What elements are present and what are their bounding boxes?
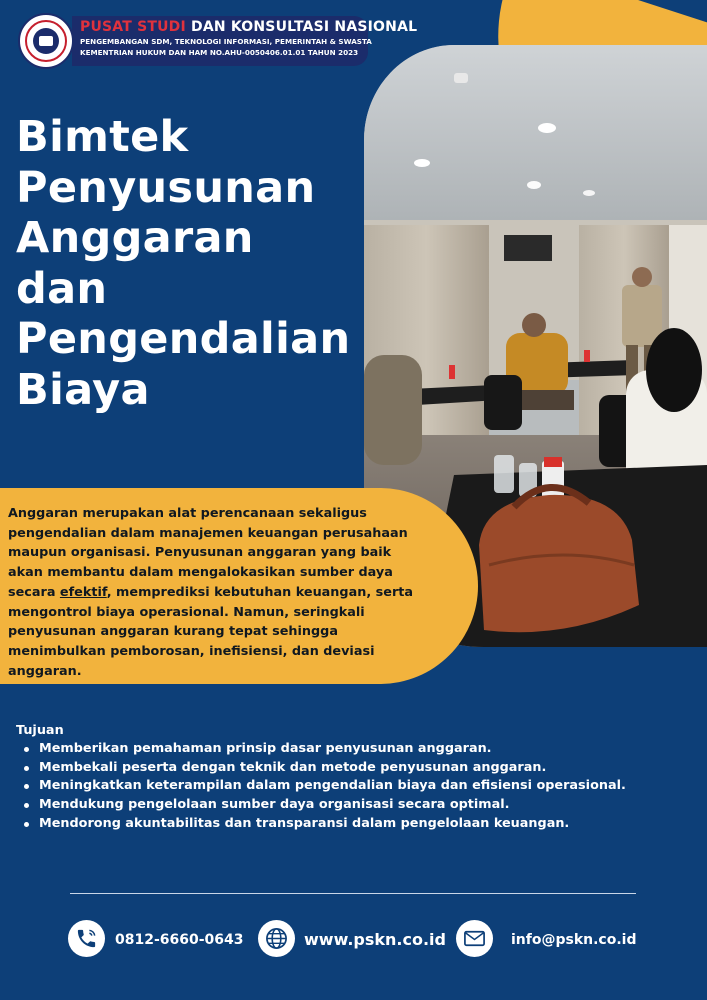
objective-item: Mendorong akuntabilitas dan transparansi dalam pengelolaan keuangan. [22, 815, 626, 834]
org-tagline: PENGEMBANGAN SDM, TEKNOLOGI INFORMASI, PEMERINTAH & SWASTA [80, 37, 372, 46]
page-title [16, 112, 366, 415]
phone-number[interactable]: 0812-6660-0643 [115, 932, 244, 948]
objective-item: Memberikan pemahaman prinsip dasar penyusunan anggaran. [22, 740, 626, 759]
description-underlined-word: efektif [59, 584, 107, 600]
title-line: Penyusunan [16, 162, 316, 213]
phone-glyph [75, 927, 98, 950]
description-part: Anggaran merupakan alat perencanaan sekaligus pengendalian dalam manajemen keuangan perusahaan maupun organisasi. Penyusunan anggaran yang baik akan membantu dalam mengalokasikan sumber daya secara [8, 506, 408, 600]
org-registration: KEMENTRIAN HUKUM DAN HAM NO.AHU-0050406.01.01 TAHUN 2023 [80, 48, 359, 57]
email-address[interactable]: info@pskn.co.id [511, 932, 637, 948]
website-link[interactable]: www.pskn.co.id [304, 930, 446, 949]
book-icon [39, 36, 53, 46]
org-name-white: DAN KONSULTASI NASIONAL [191, 19, 418, 35]
mail-icon[interactable] [456, 920, 493, 957]
divider [70, 893, 636, 894]
org-name [80, 19, 418, 35]
objectives-list [22, 740, 626, 834]
objectives-heading: Tujuan [16, 723, 64, 738]
org-banner [72, 16, 418, 66]
title-line: Biaya [16, 364, 150, 415]
org-name-red: PUSAT STUDI [80, 19, 186, 35]
org-logo [18, 13, 74, 69]
title-line: dan [16, 263, 108, 314]
globe-icon[interactable] [258, 920, 295, 957]
mail-glyph [463, 927, 486, 950]
description-text [8, 504, 428, 681]
title-line: Bimtek [16, 112, 189, 162]
objective-item: Meningkatkan keterampilan dalam pengendalian biaya dan efisiensi operasional. [22, 777, 626, 796]
objective-item: Mendukung pengelolaan sumber daya organisasi secara optimal. [22, 796, 626, 815]
description-part: , memprediksi kebutuhan keuangan, serta mengontrol biaya operasional. Namun, seringkali penyusunan anggaran kurang tepat sehingga menimbulkan pemborosan, inefisiensi, dan deviasi anggaran. [8, 584, 414, 679]
globe-glyph [265, 927, 288, 950]
phone-icon[interactable] [68, 920, 105, 957]
objective-item: Membekali peserta dengan teknik dan metode penyusunan anggaran. [22, 759, 626, 778]
title-line: Pengendalian [16, 314, 351, 364]
title-line: Anggaran [16, 213, 254, 263]
